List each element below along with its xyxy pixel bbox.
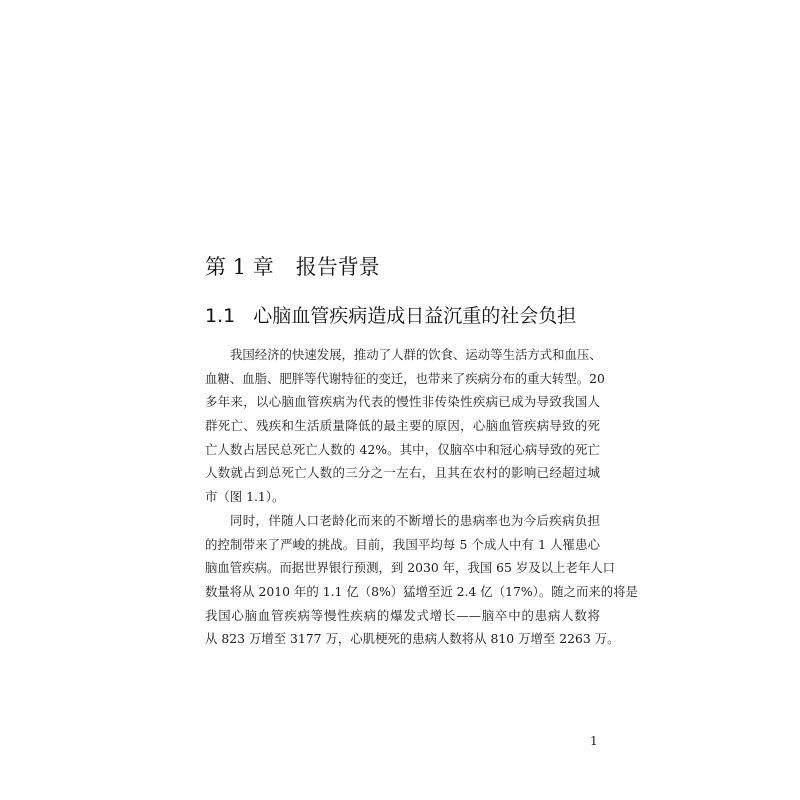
page-number: 1 — [590, 734, 598, 748]
text-line: 人数就占到总死亡人数的三分之一左右，且其在农村的影响已经超过城 — [205, 465, 600, 481]
text-line: 群死亡、残疾和生活质量降低的最主要的原因，心脑血管疾病导致的死 — [205, 418, 600, 434]
section-heading — [205, 302, 576, 330]
text-line: 多年来，以心脑血管疾病为代表的慢性非传染性疾病已成为导致我国人 — [205, 394, 600, 410]
text-line: 数量将从 2010 年的 1.1 亿（8%）猛增至近 2.4 亿（17%）。随之而来的将是 — [205, 584, 638, 600]
paragraph-2 — [205, 509, 638, 651]
text-line: 市（图 1.1）。 — [205, 489, 285, 505]
text-line: 我国经济的快速发展，推动了人群的饮食、运动等生活方式和血压、 — [230, 347, 602, 362]
text-line: 亡人数占居民总死亡人数的 42%。其中，仅脑卒中和冠心病导致的死亡 — [205, 441, 600, 457]
chapter-title: 报告背景 — [295, 255, 380, 279]
section-title: 心脑血管疾病造成日益沉重的社会负担 — [253, 305, 577, 327]
text-line: 脑血管疾病。而据世界银行预测，到 2030 年，我国 65 岁及以上老年人口 — [205, 560, 615, 576]
section-number: 1.1 — [205, 305, 236, 327]
text-line: 同时，伴随人口老龄化而来的不断增长的患病率也为今后疾病负担 — [230, 513, 600, 528]
chapter-heading — [205, 252, 380, 282]
text-line: 血糖、血脂、肥胖等代谢特征的变迁，也带来了疾病分布的重大转型。20 — [205, 370, 605, 386]
text-line: 的控制带来了严峻的挑战。目前，我国平均每 5 个成人中有 1 人罹患心 — [205, 536, 600, 552]
paragraph-1 — [205, 343, 605, 509]
text-line: 从 823 万增至 3177 万，心肌梗死的患病人数将从 810 万增至 2263 万。 — [205, 631, 620, 647]
text-line: 我国心脑血管疾病等慢性疾病的爆发式增长——脑卒中的患病人数将 — [205, 607, 600, 623]
chapter-label: 第 1 章 — [205, 255, 274, 279]
